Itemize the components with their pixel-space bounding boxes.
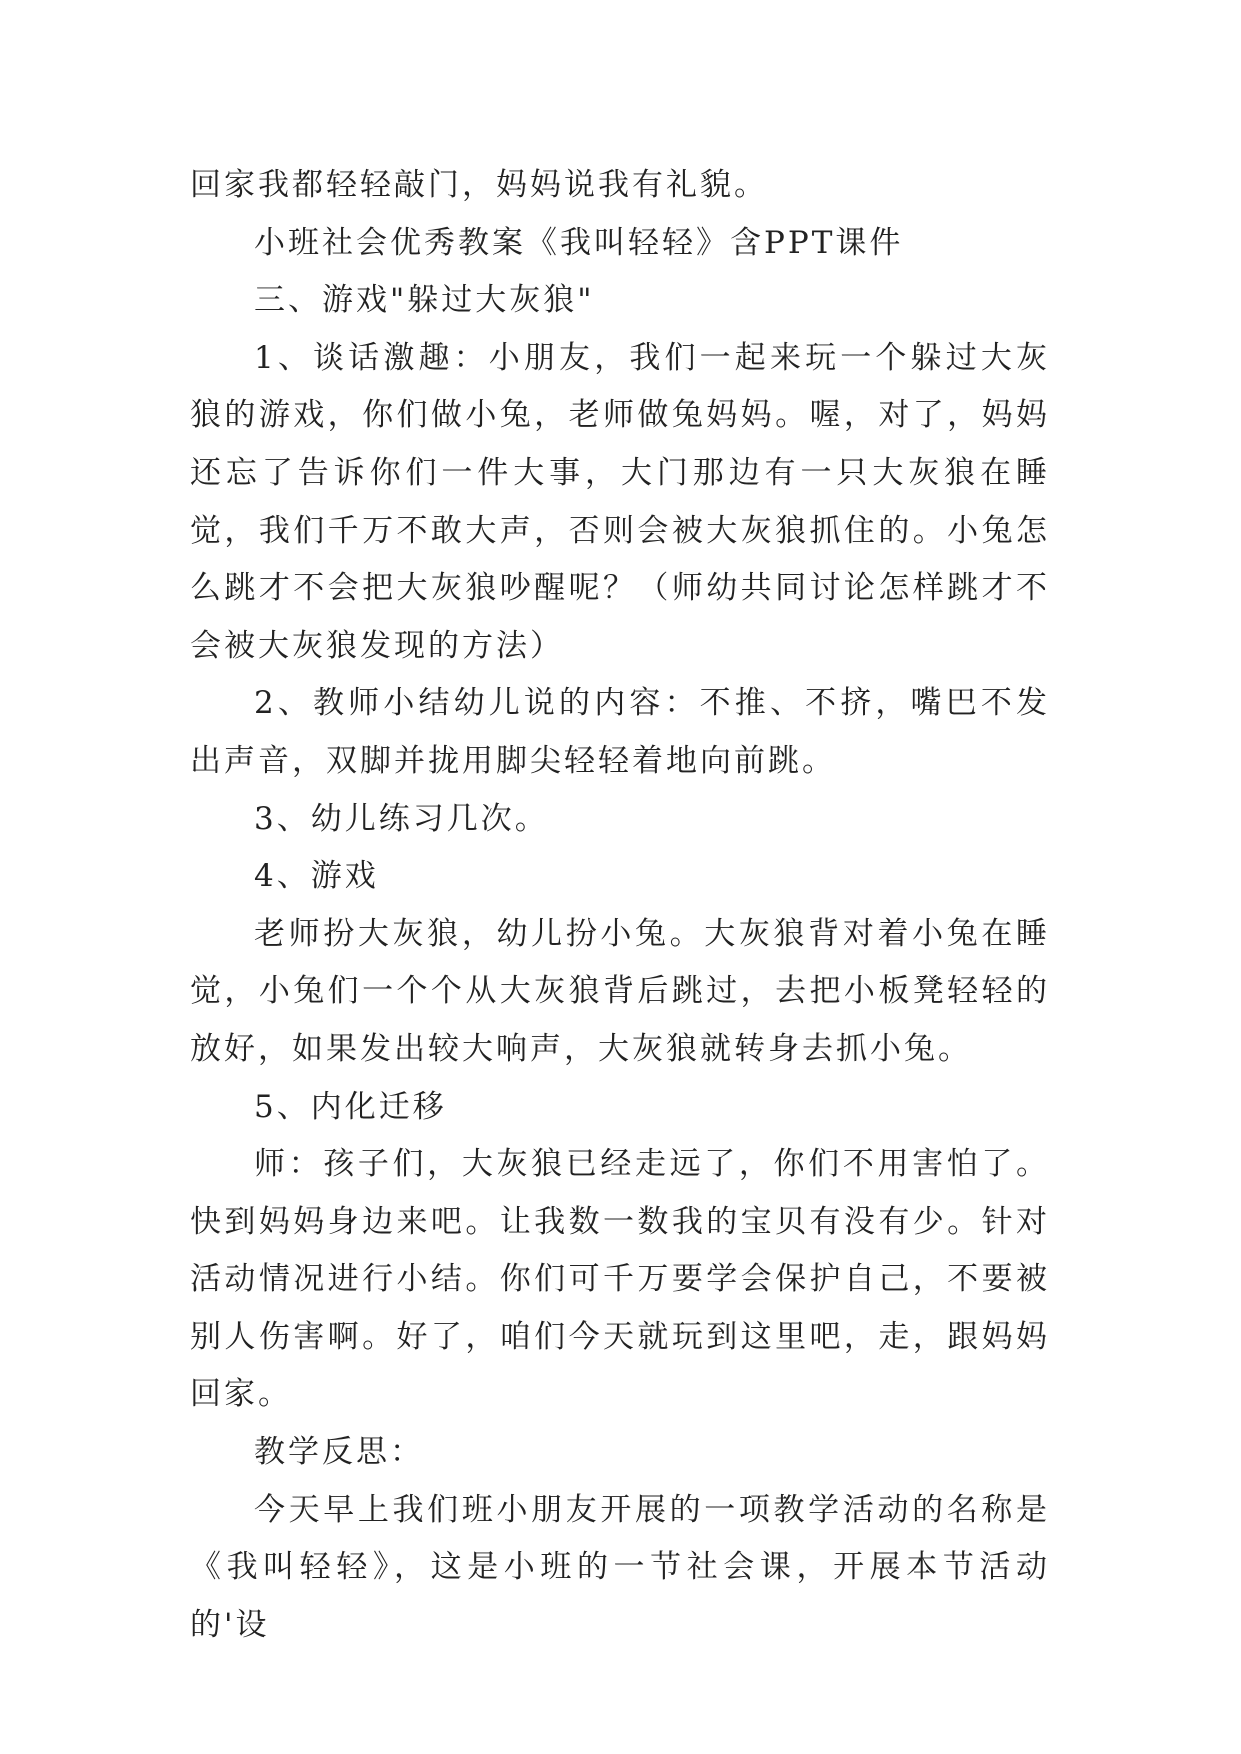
document-body <box>190 157 1050 1654</box>
paragraph-1: 回家我都轻轻敲门，妈妈说我有礼貌。 <box>190 167 768 203</box>
paragraph-6: 3、幼儿练习几次。 <box>254 800 549 837</box>
paragraph-3: 三、游戏"躲过大灰狼" <box>254 282 595 319</box>
paragraph-2: 小班社会优秀教案《我叫轻轻》含PPT课件 <box>254 224 904 261</box>
paragraph-9: 5、内化迁移 <box>254 1088 447 1125</box>
paragraph-11: 教学反思： <box>254 1434 424 1471</box>
paragraph-5: 2、教师小结幼儿说的内容：不推、不挤，嘴巴不发出声音，双脚并拢用脚尖轻轻着地向前跳。 <box>190 685 1050 779</box>
paragraph-7: 4、游戏 <box>254 858 379 895</box>
paragraph-12: 今天早上我们班小朋友开展的一项教学活动的名称是《我叫轻轻》，这是小班的一节社会课，开展本节活动的'设 <box>190 1491 1050 1643</box>
paragraph-8: 老师扮大灰狼，幼儿扮小兔。大灰狼背对着小兔在睡觉，小兔们一个个从大灰狼背后跳过，去把小板凳轻轻的放好，如果发出较大响声，大灰狼就转身去抓小兔。 <box>190 915 1050 1067</box>
paragraph-10: 师：孩子们，大灰狼已经走远了，你们不用害怕了。快到妈妈身边来吧。让我数一数我的宝贝有没有少。针对活动情况进行小结。你们可千万要学会保护自己，不要被别人伤害啊。好了，咱们今天就玩到这里吧，走，跟妈妈回家。 <box>190 1146 1050 1413</box>
paragraph-4: 1、谈话激趣：小朋友，我们一起来玩一个躲过大灰狼的游戏，你们做小兔，老师做兔妈妈。喔，对了，妈妈还忘了告诉你们一件大事，大门那边有一只大灰狼在睡觉，我们千万不敢大声，否则会被大灰狼抓住的。小兔怎么跳才不会把大灰狼吵醒呢？（师幼共同讨论怎样跳才不会被大灰狼发现的方法） <box>190 339 1050 664</box>
